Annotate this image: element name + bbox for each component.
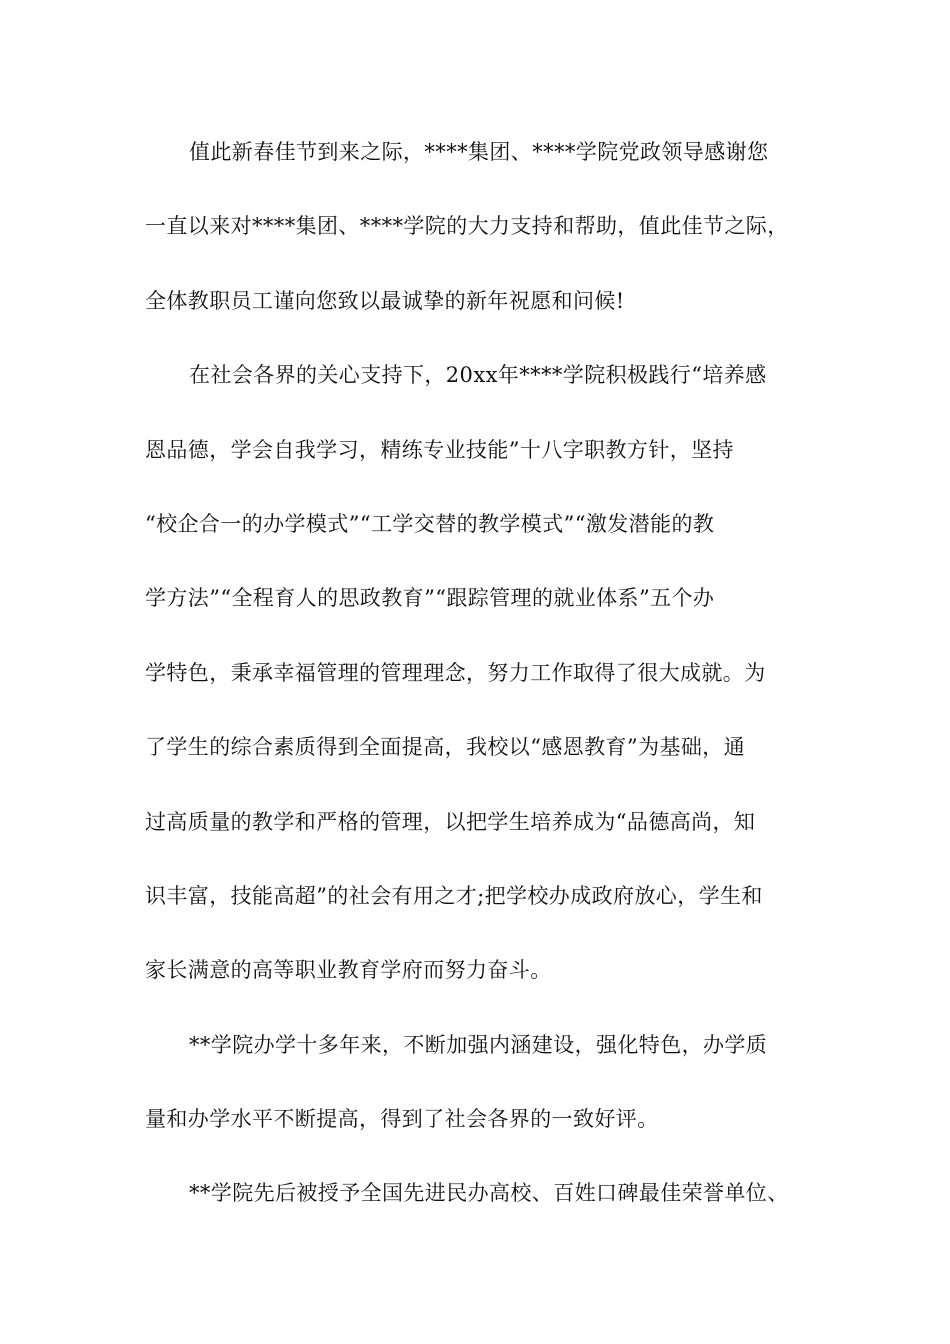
paragraph-2-line-6: 了学生的综合素质得到全面提高，我校以“感恩教育”为基础，通 <box>145 735 746 760</box>
paragraph-2-line-1: 在社会各界的关心支持下，20xx年****学院积极践行“培养感 <box>189 363 767 388</box>
paragraph-4-line-1: **学院先后被授予全国先进民办高校、百姓口碑最佳荣誉单位、 <box>189 1181 789 1206</box>
document-body <box>145 130 825 1246</box>
paragraph-2-line-7: 过高质量的教学和严格的管理，以把学生培养成为“品德高尚，知 <box>145 809 756 834</box>
paragraph-2-line-8: 识丰富，技能高超”的社会有用之才;把学校办成政府放心，学生和 <box>145 883 763 908</box>
paragraph-2-line-4: 学方法”“全程育人的思政教育”“跟踪管理的就业体系”五个办 <box>145 586 715 611</box>
paragraph-3-line-2: 量和办学水平不断提高，得到了社会各界的一致好评。 <box>145 1107 659 1132</box>
paragraph-2-line-3: “校企合一的办学模式”“工学交替的教学模式”“激发潜能的教 <box>145 511 715 536</box>
paragraph-3-line-1: **学院办学十多年来，不断加强内涵建设，强化特色，办学质 <box>189 1032 768 1057</box>
paragraph-2-line-9: 家长满意的高等职业教育学府而努力奋斗。 <box>145 958 552 983</box>
paragraph-2-line-2: 恩品德，学会自我学习，精练专业技能”十八字职教方针，坚持 <box>145 437 734 462</box>
paragraph-1-line-2: 一直以来对****集团、****学院的大力支持和帮助，值此佳节之际， <box>145 214 789 239</box>
paragraph-1-line-1: 值此新春佳节到来之际，****集团、****学院党政领导感谢您 <box>189 140 769 164</box>
paragraph-2-line-5: 学特色，秉承幸福管理的管理理念，努力工作取得了很大成就。为 <box>145 660 766 685</box>
paragraph-1-line-3: 全体教职员工谨向您致以最诚挚的新年祝愿和问候! <box>145 288 625 313</box>
